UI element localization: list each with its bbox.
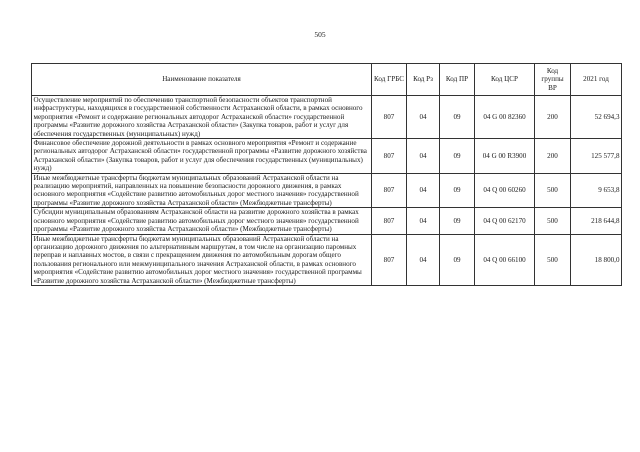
row-name: Иные межбюджетные трансферты бюджетам муниципальных образований Астраханской области на организацию дорожного движения по альтернативным маршрутам, в том числе на организацию паромных переправ и наплавных мостов, в связи с прекращением движения по автомобильным дорогам общего пользования регионального или межмуниципального значения Астраханской области, в рамках основного мероприятия «Содействие развитию автомобильных дорог местного значения» государственной программы «Развитие дорожного хозяйства Астраханской области» (Межбюджетные трансферты) bbox=[32, 234, 372, 285]
row-pr: 09 bbox=[440, 234, 475, 285]
row-rz: 04 bbox=[407, 208, 440, 234]
table-row bbox=[32, 96, 622, 139]
table-row bbox=[32, 173, 622, 208]
header-csr: Код ЦСР bbox=[475, 64, 535, 96]
row-rz: 04 bbox=[407, 234, 440, 285]
row-csr: 04 Q 00 66100 bbox=[475, 234, 535, 285]
table-row bbox=[32, 139, 622, 174]
row-grbs: 807 bbox=[372, 139, 407, 174]
row-grbs: 807 bbox=[372, 96, 407, 139]
row-vr: 500 bbox=[535, 208, 571, 234]
row-amount: 125 577,8 bbox=[571, 139, 622, 174]
row-csr: 04 G 00 R3900 bbox=[475, 139, 535, 174]
row-name: Осуществление мероприятий по обеспечению транспортной безопасности объектов транспортной инфраструктуры, находящихся в государственной собственности Астраханской области, в рамках основного мероприятия «Ремонт и содержание региональных автодорог Астраханской области» государственной программы «Развитие дорожного хозяйства Астраханской области» (Закупка товаров, работ и услуг для обеспечения государственных (муниципальных) нужд) bbox=[32, 96, 372, 139]
header-year: 2021 год bbox=[571, 64, 622, 96]
row-pr: 09 bbox=[440, 208, 475, 234]
header-name: Наименование показателя bbox=[32, 64, 372, 96]
row-vr: 500 bbox=[535, 173, 571, 208]
row-vr: 200 bbox=[535, 96, 571, 139]
row-name: Субсидии муниципальным образованиям Астраханской области на развитие дорожного хозяйства в рамках основного мероприятия «Содействие развитию автомобильных дорог местного значения» государственной программы «Развитие дорожного хозяйства Астраханской области» (Межбюджетные трансферты) bbox=[32, 208, 372, 234]
row-csr: 04 G 00 82360 bbox=[475, 96, 535, 139]
row-pr: 09 bbox=[440, 96, 475, 139]
row-rz: 04 bbox=[407, 96, 440, 139]
budget-table bbox=[31, 63, 622, 286]
row-amount: 52 694,3 bbox=[571, 96, 622, 139]
row-name: Иные межбюджетные трансферты бюджетам муниципальных образований Астраханской области на реализацию мероприятий, направленных на повышение безопасности дорожного движения, в рамках основного мероприятия «Содействие развитию автомобильных дорог местного значения» государственной программы «Развитие дорожного хозяйства Астраханской области» (Межбюджетные трансферты) bbox=[32, 173, 372, 208]
row-amount: 218 644,8 bbox=[571, 208, 622, 234]
header-pr: Код ПР bbox=[440, 64, 475, 96]
table-header-row bbox=[32, 64, 622, 96]
row-pr: 09 bbox=[440, 139, 475, 174]
page-number: 505 bbox=[314, 30, 326, 39]
row-vr: 500 bbox=[535, 234, 571, 285]
row-grbs: 807 bbox=[372, 173, 407, 208]
header-grbs: Код ГРБС bbox=[372, 64, 407, 96]
row-grbs: 807 bbox=[372, 234, 407, 285]
table-row bbox=[32, 208, 622, 234]
row-rz: 04 bbox=[407, 173, 440, 208]
row-name: Финансовое обеспечение дорожной деятельности в рамках основного мероприятия «Ремонт и содержание региональных автодорог Астраханской области» государственной программы «Развитие дорожного хозяйства Астраханской области» (Закупка товаров, работ и услуг для обеспечения государственных (муниципальных) нужд) bbox=[32, 139, 372, 174]
row-grbs: 807 bbox=[372, 208, 407, 234]
row-vr: 200 bbox=[535, 139, 571, 174]
row-amount: 9 653,8 bbox=[571, 173, 622, 208]
header-rz: Код Рз bbox=[407, 64, 440, 96]
table-row bbox=[32, 234, 622, 285]
row-amount: 18 800,0 bbox=[571, 234, 622, 285]
row-rz: 04 bbox=[407, 139, 440, 174]
row-pr: 09 bbox=[440, 173, 475, 208]
header-vr: Код группы ВР bbox=[535, 64, 571, 96]
row-csr: 04 Q 00 62170 bbox=[475, 208, 535, 234]
row-csr: 04 Q 00 60260 bbox=[475, 173, 535, 208]
